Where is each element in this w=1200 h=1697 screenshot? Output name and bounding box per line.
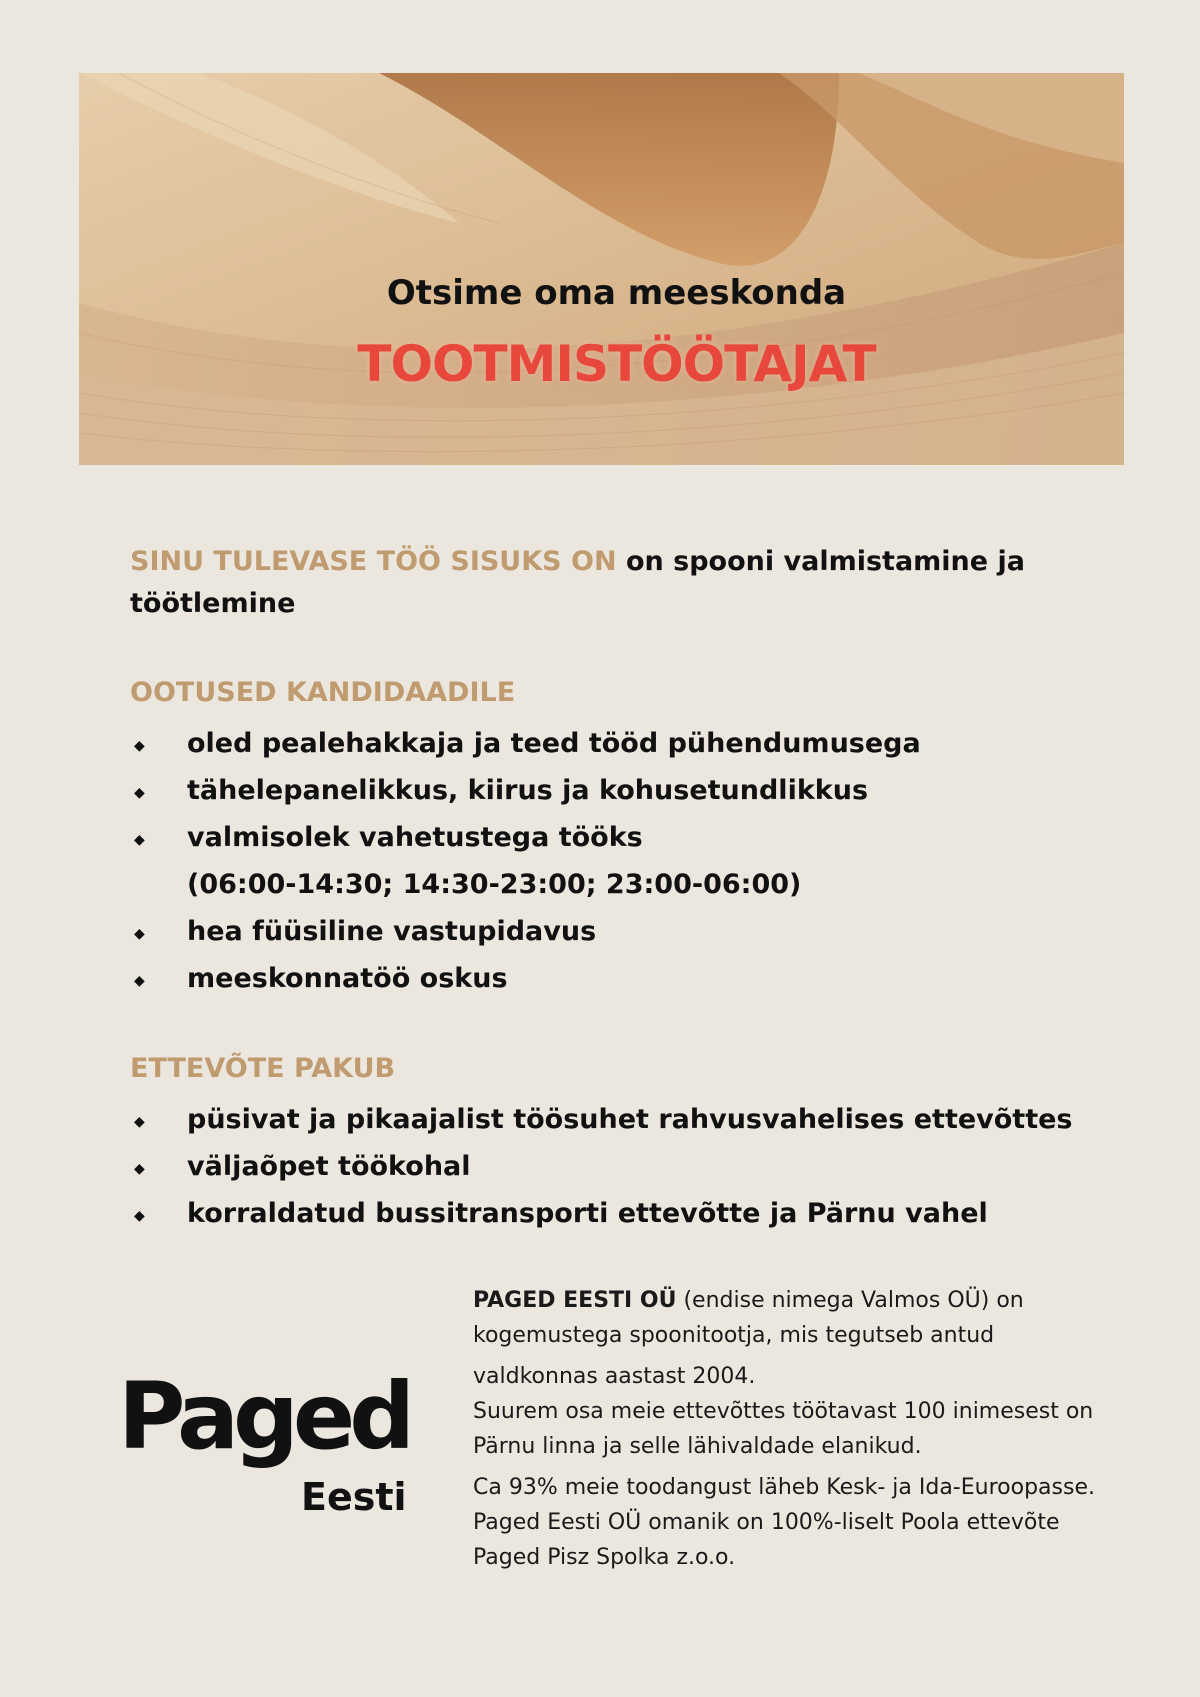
company-name: PAGED EESTI OÜ — [473, 1288, 677, 1313]
job-description-label: SINU TULEVASE TÖÖ SISUKS ON — [130, 546, 617, 577]
offer-heading: ETTEVÕTE PAKUB — [130, 1053, 396, 1084]
company-info — [473, 1283, 1133, 1575]
offer-list — [130, 1096, 1110, 1237]
expectations-list — [130, 720, 1110, 1002]
diamond-bullet-icon: ◆ — [134, 832, 145, 848]
logo-subtitle: Eesti — [301, 1475, 407, 1519]
company-paragraph: valdkonnas aastast 2004. — [473, 1364, 756, 1389]
company-paragraph: Suurem osa meie ettevõttes töötavast 100 inimesest on Pärnu linna ja selle lähivaldade elanikud. — [473, 1399, 1094, 1459]
list-item: ◆ hea füüsiline vastupidavus — [130, 908, 1110, 955]
expectations-heading: OOTUSED KANDIDAADILE — [130, 677, 516, 708]
list-item: ◆ püsivat ja pikaajalist töösuhet rahvusvahelises ettevõttes — [130, 1096, 1110, 1143]
logo-wordmark: Paged — [118, 1372, 410, 1470]
diamond-bullet-icon: ◆ — [134, 738, 145, 754]
wood-veneer-image — [79, 73, 1124, 465]
company-paragraph: Ca 93% meie toodangust läheb Kesk- ja Ida-Euroopasse. — [473, 1475, 1095, 1500]
list-item: ◆ tähelepanelikkus, kiirus ja kohusetundlikkus — [130, 767, 1110, 814]
hero-banner — [79, 73, 1124, 465]
diamond-bullet-icon: ◆ — [134, 785, 145, 801]
diamond-bullet-icon: ◆ — [134, 926, 145, 942]
job-description — [130, 541, 1060, 625]
company-paragraph: PAGED EESTI OÜ (endise nimega Valmos OÜ) on kogemustega spoonitootja, mis tegutseb antud — [473, 1288, 1024, 1348]
list-item: ◆ väljaõpet töökohal — [130, 1143, 1110, 1190]
company-paragraph: Paged Eesti OÜ omanik on 100%-liselt Poola ettevõte Paged Pisz Spolka z.o.o. — [473, 1510, 1060, 1570]
diamond-bullet-icon: ◆ — [134, 1161, 145, 1177]
hero-subtitle: Otsime oma meeskonda — [386, 273, 847, 313]
hero-title: TOOTMISTÖÖTAJAT — [357, 335, 876, 393]
diamond-bullet-icon: ◆ — [134, 1114, 145, 1130]
diamond-bullet-icon: ◆ — [134, 1208, 145, 1224]
list-item: ◆ meeskonnatöö oskus — [130, 955, 1110, 1002]
paged-eesti-logo — [118, 1372, 418, 1522]
diamond-bullet-icon: ◆ — [134, 973, 145, 989]
shift-times: (06:00-14:30; 14:30-23:00; 23:00-06:00) — [187, 869, 802, 900]
list-item: ◆ korraldatud bussitransporti ettevõtte ja Pärnu vahel — [130, 1190, 1110, 1237]
list-item: ◆ valmisolek vahetustega tööks — [130, 814, 1110, 861]
list-item: ◆ oled pealehakkaja ja teed tööd pühendumusega — [130, 720, 1110, 767]
job-description-text: on spooni valmistamine ja töötlemine — [130, 546, 1025, 619]
